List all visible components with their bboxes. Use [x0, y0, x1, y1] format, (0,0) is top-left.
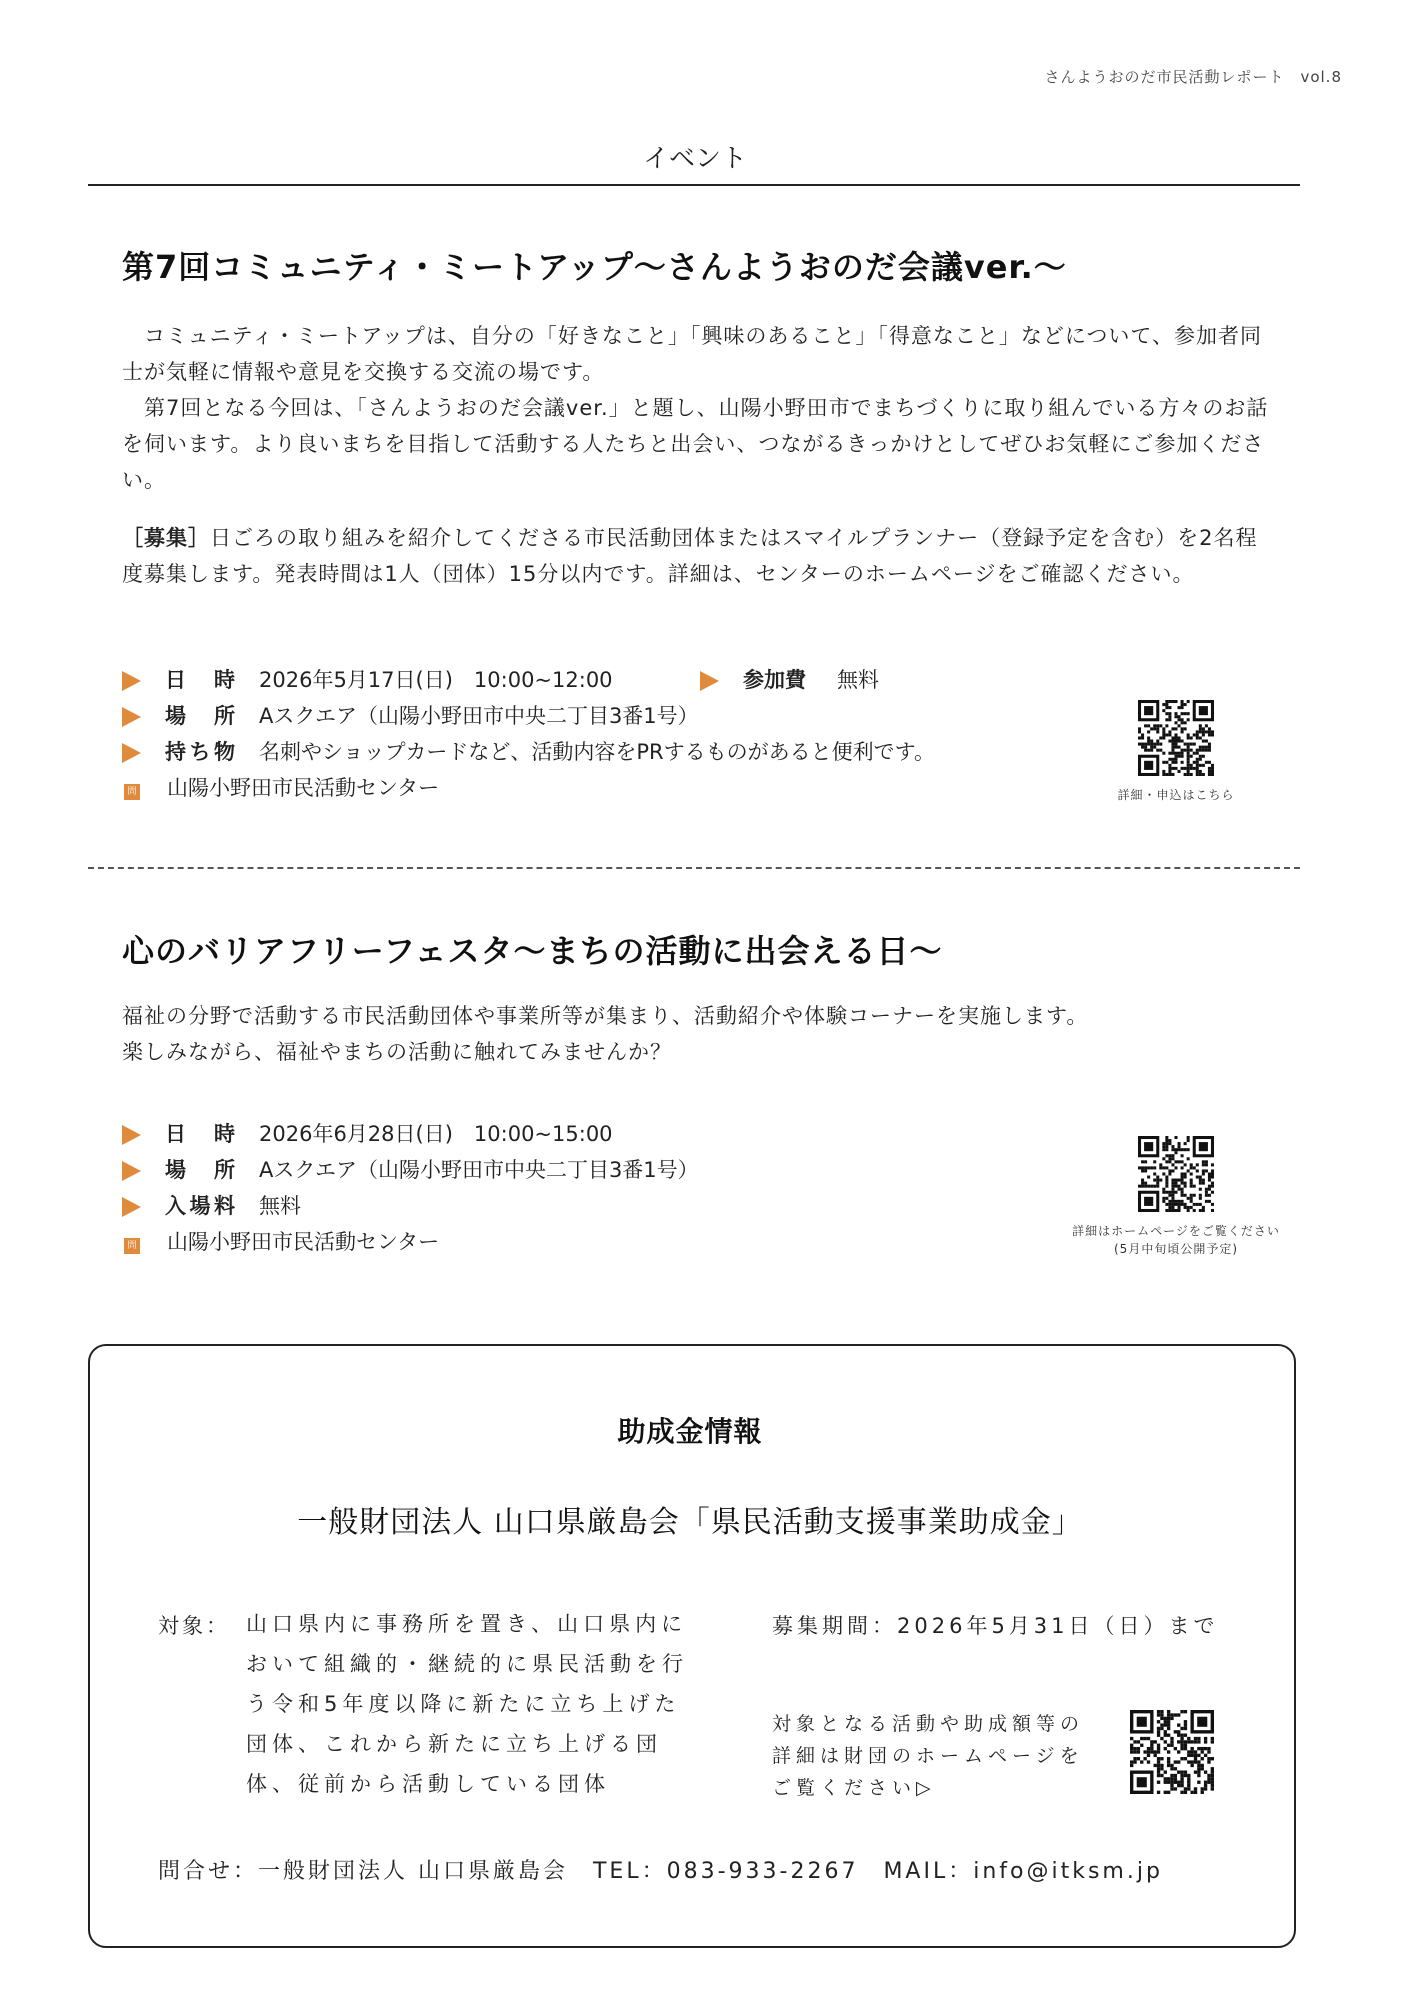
top-divider — [88, 184, 1300, 186]
triangle-bullet-icon — [700, 671, 719, 691]
inquiry-icon: 問 — [124, 784, 140, 800]
event2-inquiry-row — [122, 1224, 439, 1260]
triangle-bullet-icon — [122, 1161, 141, 1181]
section-divider — [88, 867, 1300, 869]
event1-qr-code[interactable] — [1138, 700, 1214, 780]
event1-fee-row — [700, 662, 879, 698]
event1-bring-label: 持ち物 — [165, 740, 235, 764]
triangle-bullet-icon — [122, 1197, 141, 1217]
grant-title: 助成金情報 — [617, 1415, 763, 1448]
triangle-bullet-icon — [122, 1125, 141, 1145]
event1-qr-caption: 詳細・申込はこちら — [1117, 788, 1235, 802]
event1-place-label: 場 所 — [165, 704, 235, 728]
event2-inquiry-value: 山陽小野田市民活動センター — [167, 1230, 440, 1254]
event1-inquiry-row — [122, 770, 439, 806]
event2-qr-code[interactable] — [1138, 1136, 1214, 1216]
event2-place-label: 場 所 — [165, 1158, 235, 1182]
event1-inquiry-value: 山陽小野田市民活動センター — [167, 776, 440, 800]
event1-recruit-label: ［募集］ — [122, 526, 210, 550]
event1-date-label: 日 時 — [165, 668, 235, 692]
page-header-note: さんようおのだ市民活動レポート vol.8 — [1044, 68, 1342, 86]
event1-place-row — [122, 698, 699, 734]
event2-paragraph-1: 福祉の分野で活動する市民活動団体や事業所等が集まり、活動紹介や体験コーナーを実施します。 — [122, 1004, 1089, 1028]
event2-qr-caption-2: (5月中旬頃公開予定) — [1114, 1242, 1238, 1256]
event1-title: 第7回コミュニティ・ミートアップ〜さんようおのだ会議ver.〜 — [122, 248, 1067, 286]
event2-qr-caption-1: 詳細はホームページをご覧ください — [1072, 1224, 1280, 1238]
grant-detail: 対象となる活動や助成額等の詳細は財団のホームページをご覧ください▷ — [772, 1713, 1085, 1799]
event1-bring-value: 名刺やショップカードなど、活動内容をPRするものがあると便利です。 — [259, 740, 935, 764]
event2-paragraph-2: 楽しみながら、福祉やまちの活動に触れてみませんか？ — [122, 1040, 672, 1064]
event2-fee-value: 無料 — [259, 1194, 301, 1218]
grant-contact: 問合せ：一般財団法人 山口県厳島会 TEL：083-933-2267 MAIL：info@itksm.jp — [158, 1859, 1163, 1884]
triangle-bullet-icon — [122, 707, 141, 727]
grant-subtitle: 一般財団法人 山口県厳島会「県民活動支援事業助成金」 — [297, 1505, 1083, 1540]
triangle-bullet-icon — [122, 743, 141, 763]
triangle-bullet-icon — [122, 671, 141, 691]
event2-place-row — [122, 1152, 699, 1188]
event1-recruit — [122, 520, 1272, 592]
grant-qr-code[interactable] — [1130, 1710, 1214, 1798]
event1-bring-row — [122, 734, 935, 770]
section-label: イベント — [642, 144, 747, 174]
inquiry-icon: 問 — [124, 1238, 140, 1254]
event1-date-value: 2026年5月17日(日) 10:00~12:00 — [259, 668, 613, 692]
event1-paragraph-2: 第7回となる今回は、「さんようおのだ会議ver.」と題し、山陽小野田市でまちづくりに取り組んでいる方々のお話を伺います。より良いまちを目指して活動する人たちと出会い、つながるきっかけとしてぜひお気軽にご参加ください。 — [122, 396, 1269, 492]
qr-code-icon — [1130, 1710, 1214, 1794]
event2-fee-row — [122, 1188, 301, 1224]
event1-fee-value: 無料 — [837, 668, 879, 692]
event2-date-label: 日 時 — [165, 1122, 235, 1146]
qr-code-icon — [1138, 1136, 1214, 1212]
event2-date-value: 2026年6月28日(日) 10:00~15:00 — [259, 1122, 613, 1146]
grant-period: 募集期間：2026年5月31日（日）まで — [772, 1614, 1219, 1638]
grant-target-label: 対象： — [158, 1614, 230, 1638]
grant-target-text: 山口県内に事務所を置き、山口県内において組織的・継続的に県民活動を行う令和5年度以降に新たに立ち上げた団体、これから新たに立ち上げる団体、従前から活動している団体 — [246, 1612, 688, 1796]
event1-fee-label: 参加費 — [743, 668, 806, 692]
event2-fee-label: 入場料 — [165, 1194, 235, 1218]
event1-date-row — [122, 662, 613, 698]
event2-date-row — [122, 1116, 613, 1152]
event1-place-value: Aスクエア（山陽小野田市中央二丁目3番1号） — [259, 704, 699, 728]
qr-code-icon — [1138, 700, 1214, 776]
event1-paragraph-1: コミュニティ・ミートアップは、自分の「好きなこと」「興味のあること」「得意なこと」などについて、参加者同士が気軽に情報や意見を交換する交流の場です。 — [122, 324, 1263, 384]
event1-recruit-text: 日ごろの取り組みを紹介してくださる市民活動団体またはスマイルプランナー（登録予定を含む）を2名程度募集します。発表時間は1人（団体）15分以内です。詳細は、センターのホームページをご確認ください。 — [122, 526, 1258, 586]
event2-title: 心のバリアフリーフェスタ〜まちの活動に出会える日〜 — [122, 932, 943, 970]
event2-place-value: Aスクエア（山陽小野田市中央二丁目3番1号） — [259, 1158, 699, 1182]
